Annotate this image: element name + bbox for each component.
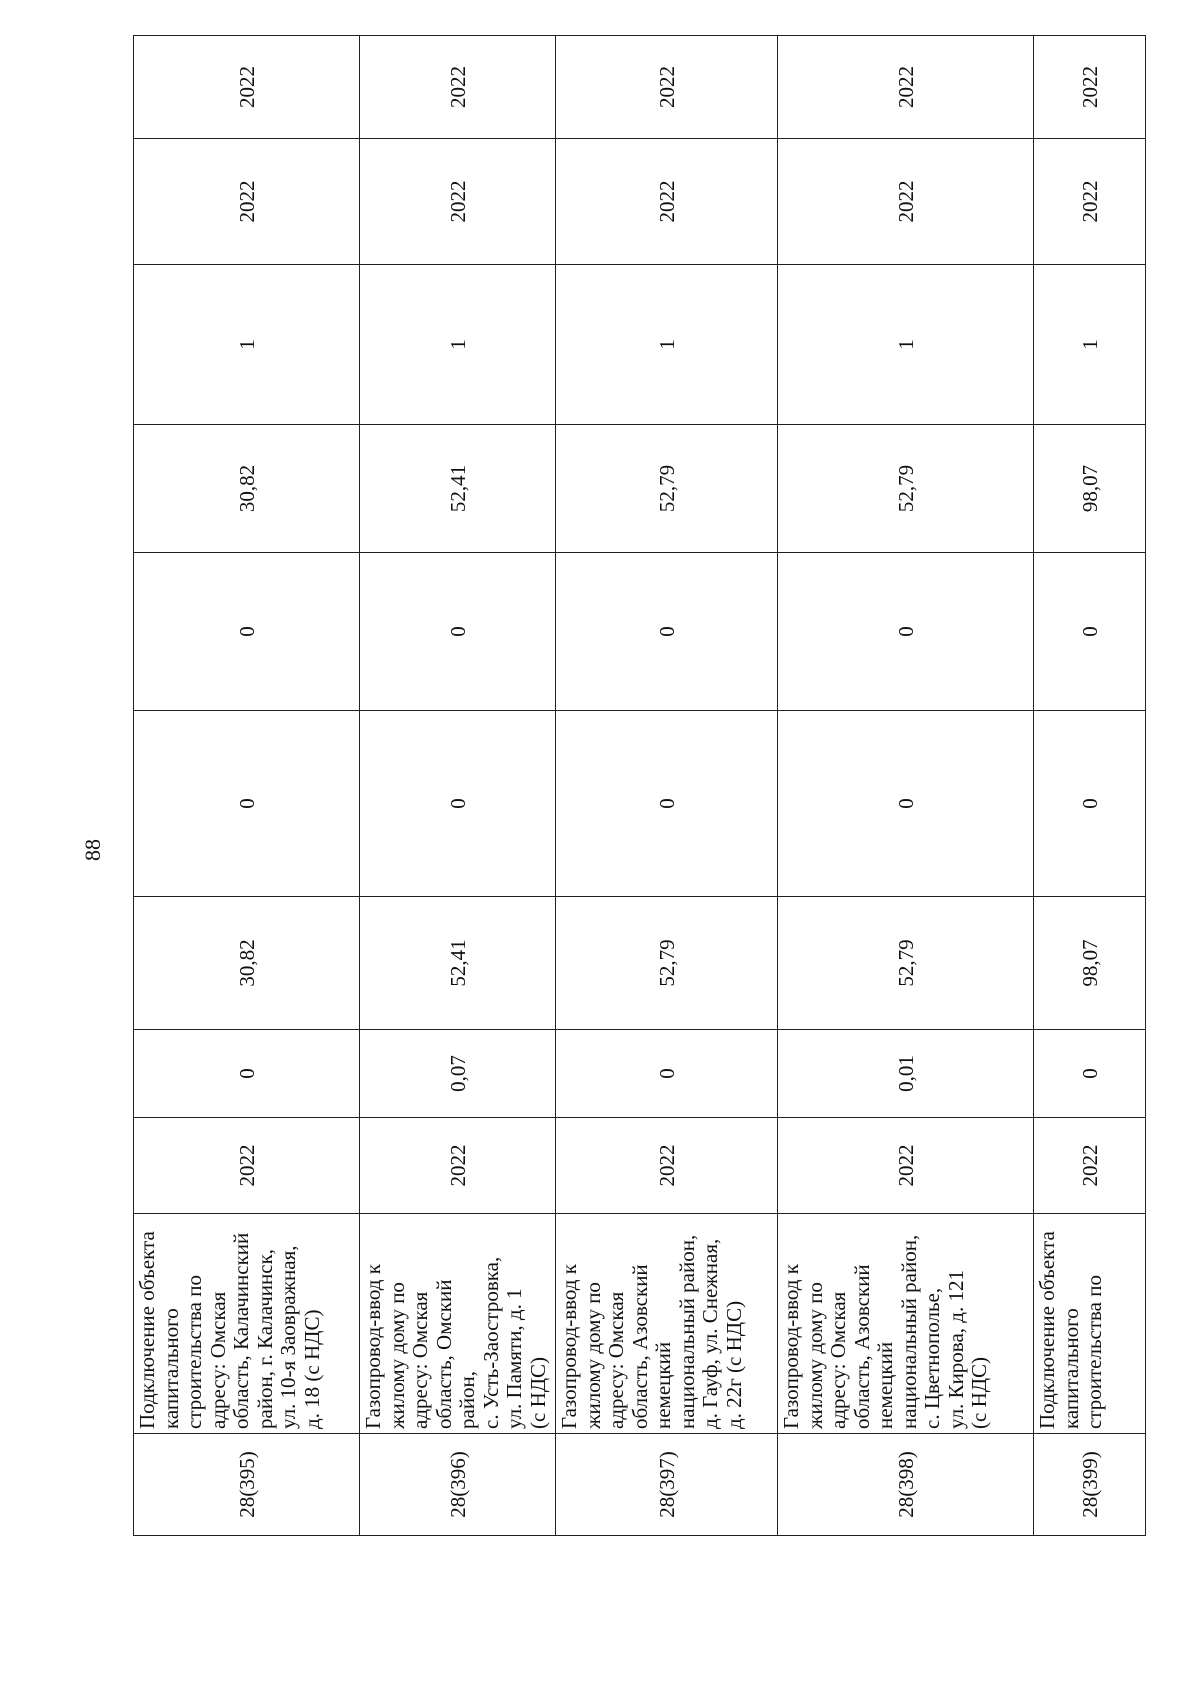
row-id: 28(398) (778, 1434, 1034, 1536)
cell-value: 52,79 (778, 425, 1034, 553)
cell-value: 52,79 (778, 897, 1034, 1030)
cell-year: 2022 (134, 36, 360, 139)
cell-year: 2022 (1034, 36, 1146, 139)
cell-value: 52,41 (360, 897, 556, 1030)
cell-value: 52,79 (556, 897, 778, 1030)
cell-value: 0 (360, 711, 556, 897)
cell-year: 2022 (360, 139, 556, 265)
cell-value: 52,41 (360, 425, 556, 553)
cell-value: 0 (1034, 1030, 1146, 1118)
page-number-text: 88 (80, 839, 105, 861)
cell-year: 2022 (1034, 1118, 1146, 1214)
cell-value: 30,82 (134, 425, 360, 553)
cell-year: 2022 (1034, 139, 1146, 265)
cell-year: 2022 (134, 1118, 360, 1214)
cell-year: 2022 (778, 1118, 1034, 1214)
cell-value: 0 (1034, 553, 1146, 711)
cell-value: 0,07 (360, 1030, 556, 1118)
cell-value: 0 (778, 711, 1034, 897)
cell-value: 0 (134, 711, 360, 897)
cell-value: 52,79 (556, 425, 778, 553)
table-row (134, 36, 360, 1536)
row-description: Газопровод-ввод к жилому дому по адресу: Омская область, Омский район, с. Усть-Заостровка, ул. Памяти, д. 1 (с НДС) (360, 1214, 556, 1434)
row-id: 28(399) (1034, 1434, 1146, 1536)
cell-year: 2022 (556, 36, 778, 139)
cell-value: 0 (556, 1030, 778, 1118)
table-row (778, 36, 1034, 1536)
cell-value: 0 (134, 1030, 360, 1118)
cell-value: 0 (360, 553, 556, 711)
cell-value: 98,07 (1034, 425, 1146, 553)
table-row (556, 36, 778, 1536)
row-description: Подключение объекта капитального строительства по адресу: Омская область, Калачинский район, г. Калачинск, ул. 10-я Заовражная, д. 18 (с НДС) (134, 1214, 360, 1434)
cell-value: 0 (556, 553, 778, 711)
cell-year: 2022 (134, 139, 360, 265)
cell-value: 30,82 (134, 897, 360, 1030)
cell-value: 0 (556, 711, 778, 897)
cell-count: 1 (360, 265, 556, 425)
table-row (1034, 36, 1146, 1536)
table-row (360, 36, 556, 1536)
cell-year: 2022 (778, 139, 1034, 265)
cell-value: 0,01 (778, 1030, 1034, 1118)
cell-count: 1 (556, 265, 778, 425)
row-id: 28(395) (134, 1434, 360, 1536)
page-number (78, 830, 108, 870)
cell-value: 0 (134, 553, 360, 711)
row-id: 28(396) (360, 1434, 556, 1536)
row-description: Газопровод-ввод к жилому дому по адресу: Омская область, Азовский немецкий национальный район, с. Цветнополье, ул. Кирова, д. 121 (с НДС) (778, 1214, 1034, 1434)
cell-year: 2022 (556, 1118, 778, 1214)
data-table (133, 35, 1146, 1536)
cell-value: 98,07 (1034, 897, 1146, 1030)
cell-year: 2022 (778, 36, 1034, 139)
table-container (133, 36, 1145, 1536)
cell-value: 0 (778, 553, 1034, 711)
cell-year: 2022 (360, 36, 556, 139)
row-id: 28(397) (556, 1434, 778, 1536)
cell-count: 1 (134, 265, 360, 425)
cell-year: 2022 (360, 1118, 556, 1214)
cell-count: 1 (1034, 265, 1146, 425)
row-description: Подключение объекта капитального строительства по (1034, 1214, 1146, 1434)
cell-count: 1 (778, 265, 1034, 425)
cell-value: 0 (1034, 711, 1146, 897)
row-description: Газопровод-ввод к жилому дому по адресу: Омская область, Азовский немецкий национальный район, д. Гауф, ул. Снежная, д. 22г (с НДС) (556, 1214, 778, 1434)
cell-year: 2022 (556, 139, 778, 265)
